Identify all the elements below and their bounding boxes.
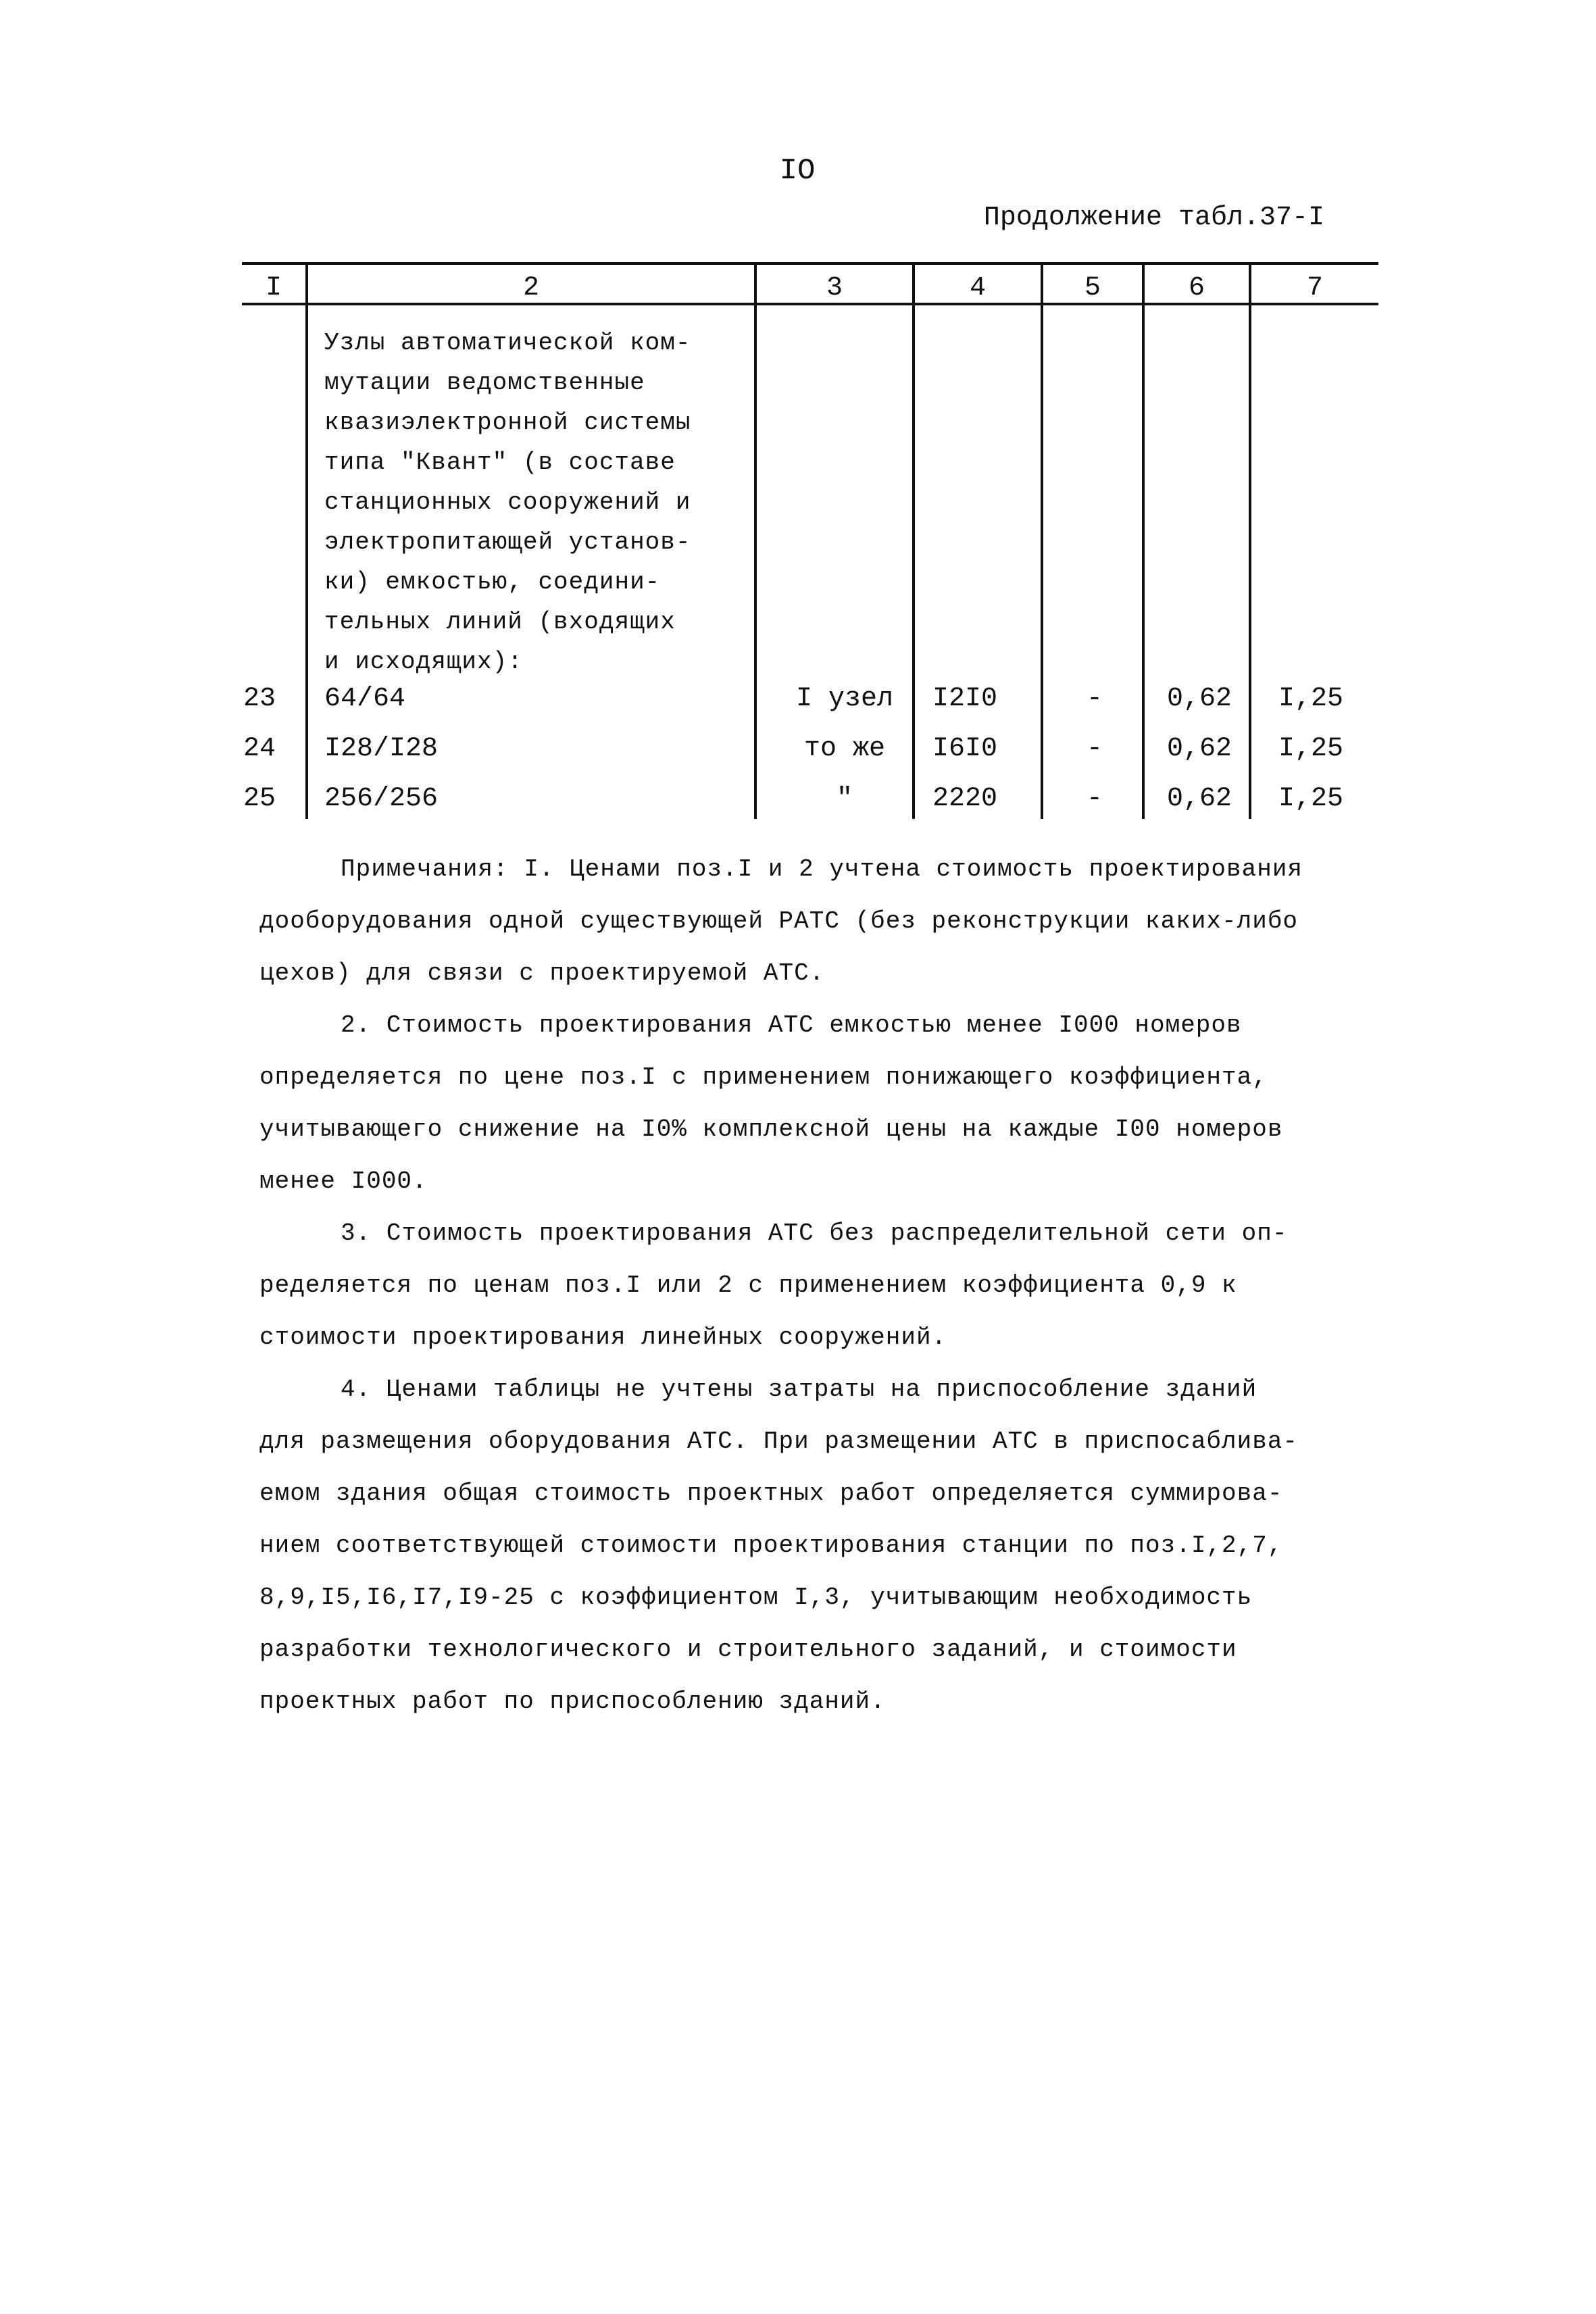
note-paragraph [259, 1207, 1372, 1363]
group-title-line: электропитающей установ- [324, 528, 691, 556]
row-col7: I,25 [1278, 684, 1343, 714]
note-line: нием соответствующей стоимости проектирования станции по поз.I,2,7, [259, 1532, 1283, 1559]
row-col4: 2220 [932, 784, 998, 814]
note-paragraph [259, 999, 1372, 1207]
note-line: учитывающего снижение на I0% комплексной цены на каждые I00 номеров [259, 1115, 1283, 1143]
note-line: емом здания общая стоимость проектных работ определяется суммирова- [259, 1480, 1283, 1507]
note-line: 2. Стоимость проектирования АТС емкостью менее I000 номеров [341, 1011, 1242, 1039]
row-col5: - [1086, 684, 1103, 714]
row-col4: I2I0 [932, 684, 998, 714]
note-line: 4. Ценами таблицы не учтены затраты на приспособление зданий [341, 1376, 1257, 1403]
group-title-line: ки) емкостью, соедини- [324, 568, 661, 596]
row-col5: - [1086, 784, 1103, 814]
group-title-line: Узлы автоматической ком- [324, 329, 691, 357]
row-capacity: 64/64 [324, 684, 406, 714]
group-title-line: и исходящих): [324, 648, 523, 676]
page-number: IO [779, 154, 816, 188]
table-continuation-label: Продолжение табл.37-I [983, 203, 1324, 233]
row-position: 24 [243, 734, 276, 764]
group-title-line: квазиэлектронной системы [324, 409, 691, 436]
note-paragraph [259, 1363, 1372, 1728]
note-paragraph [259, 843, 1372, 999]
group-title-line: типа "Квант" (в составе [324, 449, 676, 476]
column-header: 5 [1084, 273, 1101, 303]
row-position: 25 [243, 784, 276, 814]
column-divider [754, 265, 757, 819]
column-header: 2 [522, 273, 539, 303]
row-col7: I,25 [1278, 734, 1343, 764]
column-header: I [265, 273, 282, 303]
column-header: 4 [969, 273, 986, 303]
row-position: 23 [243, 684, 276, 714]
note-line: Примечания: I. Ценами поз.I и 2 учтена стоимость проектирования [341, 855, 1303, 883]
group-title-line: тельных линий (входящих [324, 608, 676, 636]
note-line: проектных работ по приспособлению зданий. [259, 1688, 886, 1715]
note-line: определяется по цене поз.I с применением понижающего коэффициента, [259, 1063, 1268, 1091]
row-capacity: I28/I28 [324, 734, 439, 764]
row-unit: то же [803, 734, 886, 764]
row-col4: I6I0 [932, 734, 998, 764]
row-col6: 0,62 [1166, 784, 1232, 814]
column-divider [1041, 265, 1043, 819]
note-line: ределяется по ценам поз.I или 2 с применением коэффициента 0,9 к [259, 1272, 1237, 1299]
note-line: цехов) для связи с проектируемой АТС. [259, 959, 825, 987]
row-col7: I,25 [1278, 784, 1343, 814]
notes-section [259, 843, 1372, 1728]
group-title-line: станционных сооружений и [324, 488, 691, 516]
table-group-title [324, 323, 743, 682]
column-header: 7 [1306, 273, 1323, 303]
note-line: стоимости проектирования линейных сооружений. [259, 1324, 947, 1351]
column-divider [305, 265, 308, 819]
column-header: 3 [826, 273, 843, 303]
note-line: 8,9,I5,I6,I7,I9-25 с коэффициентом I,3, учитывающим необходимость [259, 1584, 1253, 1611]
note-line: для размещения оборудования АТС. При размещении АТС в приспосаблива- [259, 1428, 1299, 1455]
note-line: разработки технологического и строительного заданий, и стоимости [259, 1636, 1237, 1663]
row-col6: 0,62 [1166, 684, 1232, 714]
note-line: менее I000. [259, 1167, 428, 1195]
row-unit: I узел [795, 684, 894, 714]
note-line: 3. Стоимость проектирования АТС без распределительной сети оп- [341, 1219, 1288, 1247]
row-col5: - [1086, 734, 1103, 764]
group-title-line: мутации ведомственные [324, 369, 645, 397]
row-col6: 0,62 [1166, 734, 1232, 764]
row-capacity: 256/256 [324, 784, 439, 814]
column-header: 6 [1188, 273, 1205, 303]
row-unit: " [836, 784, 853, 814]
note-line: дооборудования одной существующей РАТС (без реконструкции каких-либо [259, 907, 1299, 935]
table-top-rule [242, 262, 1378, 265]
